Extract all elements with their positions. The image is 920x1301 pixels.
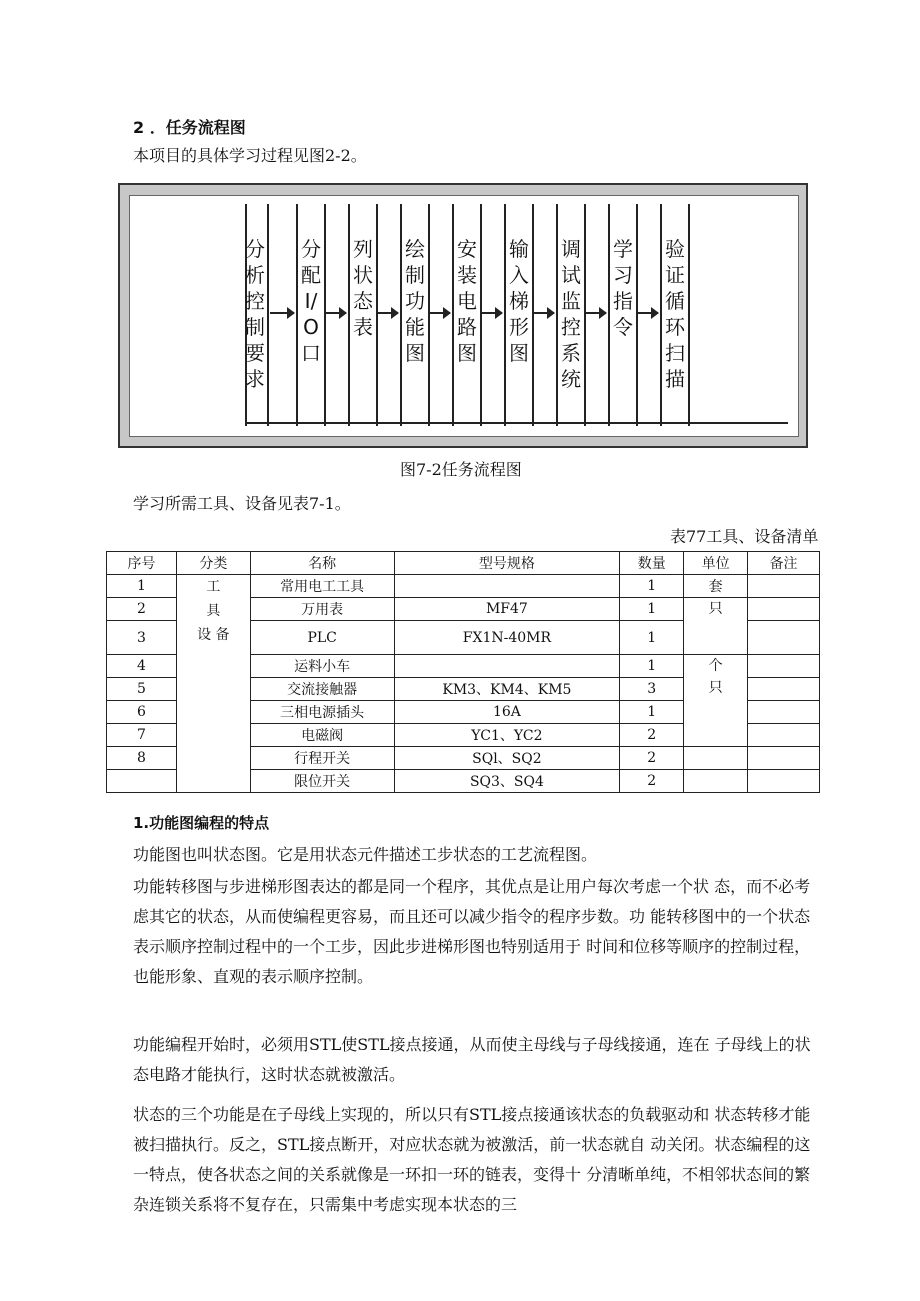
flow-step-9: 验证循环扫描	[665, 237, 685, 391]
cell-name: 常用电工工具	[250, 575, 394, 598]
table-row	[107, 575, 820, 598]
cell-note	[748, 655, 820, 678]
col-no: 序号	[107, 552, 177, 575]
unit-line: 个	[708, 658, 723, 674]
cell-no: 8	[107, 747, 177, 770]
category-line: 具	[206, 603, 221, 619]
cell-model: FX1N-40MR	[394, 621, 620, 655]
category-line: 设 备	[197, 627, 230, 643]
cell-qty: 2	[620, 770, 684, 793]
flow-step-5: 安装电路图	[457, 237, 477, 365]
cell-unit	[684, 747, 748, 770]
cell-no: 3	[107, 621, 177, 655]
figure-caption: 图7-2任务流程图	[400, 460, 522, 479]
cell-note	[748, 701, 820, 724]
table-caption: 表77工具、设备清单	[670, 527, 819, 546]
paragraph-1: 功能图也叫状态图。它是用状态元件描述工步状态的工艺流程图。	[133, 845, 598, 864]
cell-category	[176, 575, 250, 793]
unit-line: 只	[708, 680, 723, 696]
flow-step-1: 分析控制要求	[245, 237, 265, 391]
cell-unit: 只	[684, 598, 748, 655]
cell-model: MF47	[394, 598, 620, 621]
intro-text: 本项目的具体学习过程见图2-2。	[133, 146, 367, 165]
cell-note	[748, 770, 820, 793]
cell-note	[748, 724, 820, 747]
cell-no	[107, 770, 177, 793]
cell-model: YC1、YC2	[394, 724, 620, 747]
cell-note	[748, 747, 820, 770]
table-header-row	[107, 552, 820, 575]
cell-model: KM3、KM4、KM5	[394, 678, 620, 701]
cell-no: 4	[107, 655, 177, 678]
subheading: 1.功能图编程的特点	[133, 814, 270, 832]
cell-no: 7	[107, 724, 177, 747]
paragraph-2: 功能转移图与步进梯形图表达的都是同一个程序，其优点是让用户每次考虑一个状 态，而不必考虑其它的状态，从而使编程更容易，而且还可以减少指令的程序步数。功 能转移图中的一个状态表示顺序控制过程中的一个工步，因此步进梯形图也特别适用于 时间和位移等顺序的控制过程，也能形象、直观的表示顺序控制。	[133, 877, 811, 986]
paragraph-3: 功能编程开始时，必须用STL使STL接点接通，从而使主母线与子母线接通，连在 子母线上的状态电路才能执行，这时状态就被激活。	[133, 1035, 811, 1084]
col-note: 备注	[748, 552, 820, 575]
cell-name: PLC	[250, 621, 394, 655]
cell-note	[748, 575, 820, 598]
cell-name: 交流接触器	[250, 678, 394, 701]
cell-qty: 2	[620, 747, 684, 770]
cell-no: 1	[107, 575, 177, 598]
flow-step-7: 调试监控系统	[561, 237, 581, 391]
cell-model: SQ3、SQ4	[394, 770, 620, 793]
cell-qty: 1	[620, 701, 684, 724]
cell-name: 三相电源插头	[250, 701, 394, 724]
task-flow-diagram	[118, 183, 808, 448]
section-title: 2 ．任务流程图	[133, 118, 246, 137]
cell-no: 5	[107, 678, 177, 701]
cell-model: 16A	[394, 701, 620, 724]
equipment-table	[106, 551, 820, 793]
col-name: 名称	[250, 552, 394, 575]
cell-note	[748, 678, 820, 701]
paragraph-4: 状态的三个功能是在子母线上实现的，所以只有STL接点接通该状态的负载驱动和 状态转移才能被扫描执行。反之，STL接点断开，对应状态就为被激活，前一状态就自 动关闭。状态编程的这一特点，使各状态之间的关系就像是一环扣一环的链表，变得十 分清晰单纯，不相邻状态间的繁杂连锁关系将不复存在，只需集中考虑实现本状态的三	[133, 1105, 811, 1214]
flow-step-4: 绘制功能图	[405, 237, 425, 365]
cell-name: 行程开关	[250, 747, 394, 770]
cell-qty: 3	[620, 678, 684, 701]
col-category: 分类	[176, 552, 250, 575]
flow-step-2: 分配I/O口	[301, 237, 321, 365]
cell-model: SQl、SQ2	[394, 747, 620, 770]
cell-note	[748, 598, 820, 621]
flow-step-3: 列状态表	[353, 237, 373, 339]
cell-qty: 2	[620, 724, 684, 747]
flow-step-8: 学习指令	[613, 237, 633, 339]
cell-name: 电磁阀	[250, 724, 394, 747]
col-unit: 单位	[684, 552, 748, 575]
cell-no: 6	[107, 701, 177, 724]
cell-name: 运料小车	[250, 655, 394, 678]
cell-model	[394, 655, 620, 678]
cell-unit	[684, 655, 748, 747]
tools-intro: 学习所需工具、设备见表7-1。	[133, 494, 351, 513]
cell-note	[748, 621, 820, 655]
cell-qty: 1	[620, 655, 684, 678]
cell-name: 限位开关	[250, 770, 394, 793]
cell-unit: 套	[684, 575, 748, 598]
cell-unit	[684, 770, 748, 793]
col-qty: 数量	[620, 552, 684, 575]
cell-name: 万用表	[250, 598, 394, 621]
cell-qty: 1	[620, 621, 684, 655]
flow-step-6: 输入梯形图	[509, 237, 529, 365]
col-model: 型号规格	[394, 552, 620, 575]
cell-qty: 1	[620, 575, 684, 598]
cell-no: 2	[107, 598, 177, 621]
flow-baseline	[245, 422, 788, 424]
category-line: 工	[206, 579, 221, 595]
cell-model	[394, 575, 620, 598]
cell-qty: 1	[620, 598, 684, 621]
